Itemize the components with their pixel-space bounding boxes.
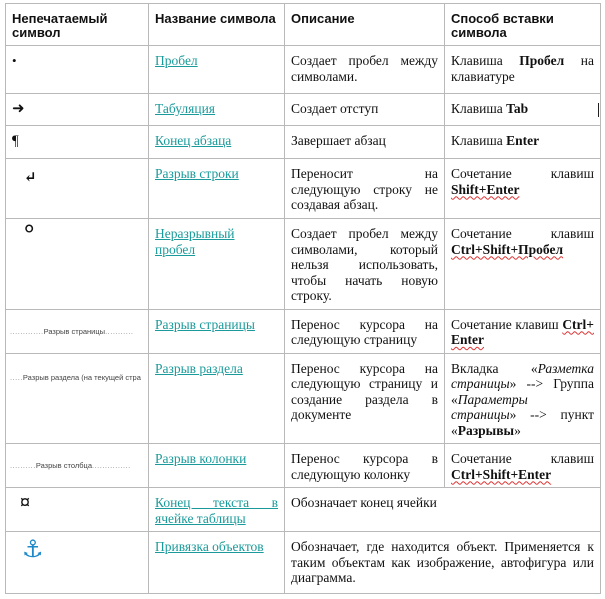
- description-cell: Переносит на следующую строку не создавая абзац.: [285, 159, 445, 219]
- method-key: Ctrl+Shift+Пробел: [451, 241, 564, 257]
- method-cell: [445, 219, 601, 310]
- name-cell: [149, 94, 285, 126]
- table-row: [6, 46, 601, 94]
- table-row: [6, 126, 601, 159]
- description-cell: Создает пробел между символами.: [285, 46, 445, 94]
- method-key: Shift+Enter: [451, 181, 520, 197]
- method-cell: [445, 353, 601, 444]
- name-cell: [149, 219, 285, 310]
- method-cell: [445, 126, 601, 159]
- table-row: [6, 353, 601, 444]
- symbol-cell: [6, 353, 149, 444]
- method-cell: [445, 444, 601, 488]
- link-column-break[interactable]: Разрыв колонки: [155, 451, 247, 466]
- description-cell: Создает отступ: [285, 94, 445, 126]
- symbol-cell: [6, 309, 149, 353]
- name-cell: [149, 126, 285, 159]
- name-cell: [149, 309, 285, 353]
- method-cell: [445, 94, 601, 126]
- link-nonbreaking-space[interactable]: Неразрывный пробел: [155, 226, 235, 257]
- method-key: Ctrl+Shift+Enter: [451, 466, 552, 482]
- link-tab[interactable]: Табуляция: [155, 101, 216, 116]
- link-line-break[interactable]: Разрыв строки: [155, 166, 239, 181]
- link-paragraph-end[interactable]: Конец абзаца: [155, 133, 232, 148]
- method-tab-name: Разметка страницы: [451, 360, 594, 391]
- anchor-icon: ⚓: [22, 535, 44, 563]
- page-break-marker: .............Разрыв страницы...........: [10, 326, 134, 336]
- name-cell: [149, 159, 285, 219]
- symbol-cell: [6, 488, 149, 532]
- description-cell: Перенос курсора в следующую колонку: [285, 444, 445, 488]
- description-cell: Завершает абзац: [285, 126, 445, 159]
- header-description: Описание: [285, 4, 445, 46]
- link-object-anchor[interactable]: Привязка объектов: [155, 539, 264, 554]
- description-cell: Перенос курсора на следующую страницу: [285, 309, 445, 353]
- symbol-cell: [6, 46, 149, 94]
- method-text: Сочетание клавиш: [451, 226, 594, 241]
- end-of-cell-icon: ¤: [20, 492, 30, 514]
- method-text: »: [514, 422, 521, 438]
- symbol-cell: [6, 159, 149, 219]
- method-cell: [445, 46, 601, 94]
- method-cell: [445, 159, 601, 219]
- method-text: Сочетание клавиш: [451, 316, 563, 332]
- description-cell: Обозначает конец ячейки: [285, 488, 601, 532]
- table-row: [6, 309, 601, 353]
- degree-icon: °: [24, 219, 35, 248]
- method-text: » --> пункт «: [451, 407, 594, 438]
- description-cell: Обозначает, где находится объект. Применяется к таким объектам как изображение, автофигура или диаграмма.: [285, 532, 601, 594]
- pilcrow-icon: ¶: [12, 133, 19, 149]
- method-key: Tab: [506, 101, 529, 116]
- symbol-cell: [6, 444, 149, 488]
- column-break-marker: ..........Разрыв столбца...............: [10, 461, 131, 470]
- name-cell: [149, 353, 285, 444]
- method-key: Enter: [506, 133, 540, 148]
- table-row: [6, 488, 601, 532]
- table-row: [6, 532, 601, 594]
- symbol-cell: [6, 126, 149, 159]
- description-cell: Создает пробел между символами, который нельзя использовать, чтобы начать новую строку.: [285, 219, 445, 310]
- method-key: Пробел: [519, 53, 565, 68]
- header-symbol: Непечатаемый символ: [6, 4, 149, 46]
- link-space[interactable]: Пробел: [155, 53, 198, 68]
- method-text: » --> Группа «: [451, 376, 594, 407]
- symbol-cell: [6, 94, 149, 126]
- column-break-label: Разрыв столбца: [35, 461, 92, 470]
- space-dot-icon: •: [12, 53, 17, 68]
- header-method: Способ вставки символа: [445, 4, 601, 46]
- method-key: Ctrl+ Enter: [451, 316, 594, 347]
- header-row: [6, 4, 601, 46]
- name-cell: [149, 46, 285, 94]
- name-cell: [149, 532, 285, 594]
- method-text: на клавиатуре: [451, 53, 594, 84]
- table-row: [6, 159, 601, 219]
- table-row: [6, 219, 601, 310]
- table-row: [6, 444, 601, 488]
- name-cell: [149, 444, 285, 488]
- symbol-cell: [6, 532, 149, 594]
- line-break-icon: ↵: [24, 170, 37, 186]
- method-cell: [445, 309, 601, 353]
- link-section-break[interactable]: Разрыв раздела: [155, 360, 243, 376]
- method-text: Клавиша: [451, 101, 507, 116]
- nonprinting-symbols-table: [5, 3, 601, 594]
- section-break-marker: .....Разрыв раздела (на текущей стра: [10, 372, 141, 382]
- link-page-break[interactable]: Разрыв страницы: [155, 316, 255, 332]
- page-break-label: Разрыв страницы: [43, 326, 106, 336]
- name-cell: [149, 488, 285, 532]
- link-end-of-cell[interactable]: Конец текста в ячейке таблицы: [155, 495, 278, 526]
- method-text: Сочетание клавиш: [451, 451, 594, 466]
- method-text: Клавиша: [451, 53, 520, 68]
- table-row: [6, 94, 601, 126]
- tab-arrow-icon: ➜: [12, 101, 25, 117]
- method-text: Вкладка «: [451, 360, 538, 376]
- description-cell: Перенос курсора на следующую страницу и создание раздела в документе: [285, 353, 445, 444]
- method-group-name: Параметры страницы: [451, 391, 528, 422]
- method-text: Сочетание клавиш: [451, 166, 594, 181]
- header-name: Название символа: [149, 4, 285, 46]
- text-cursor: [598, 103, 599, 117]
- method-item-name: Разрывы: [457, 422, 515, 438]
- section-break-label: Разрыв раздела (на текущей стра: [22, 372, 141, 382]
- method-text: Клавиша: [451, 133, 507, 148]
- symbol-cell: [6, 219, 149, 310]
